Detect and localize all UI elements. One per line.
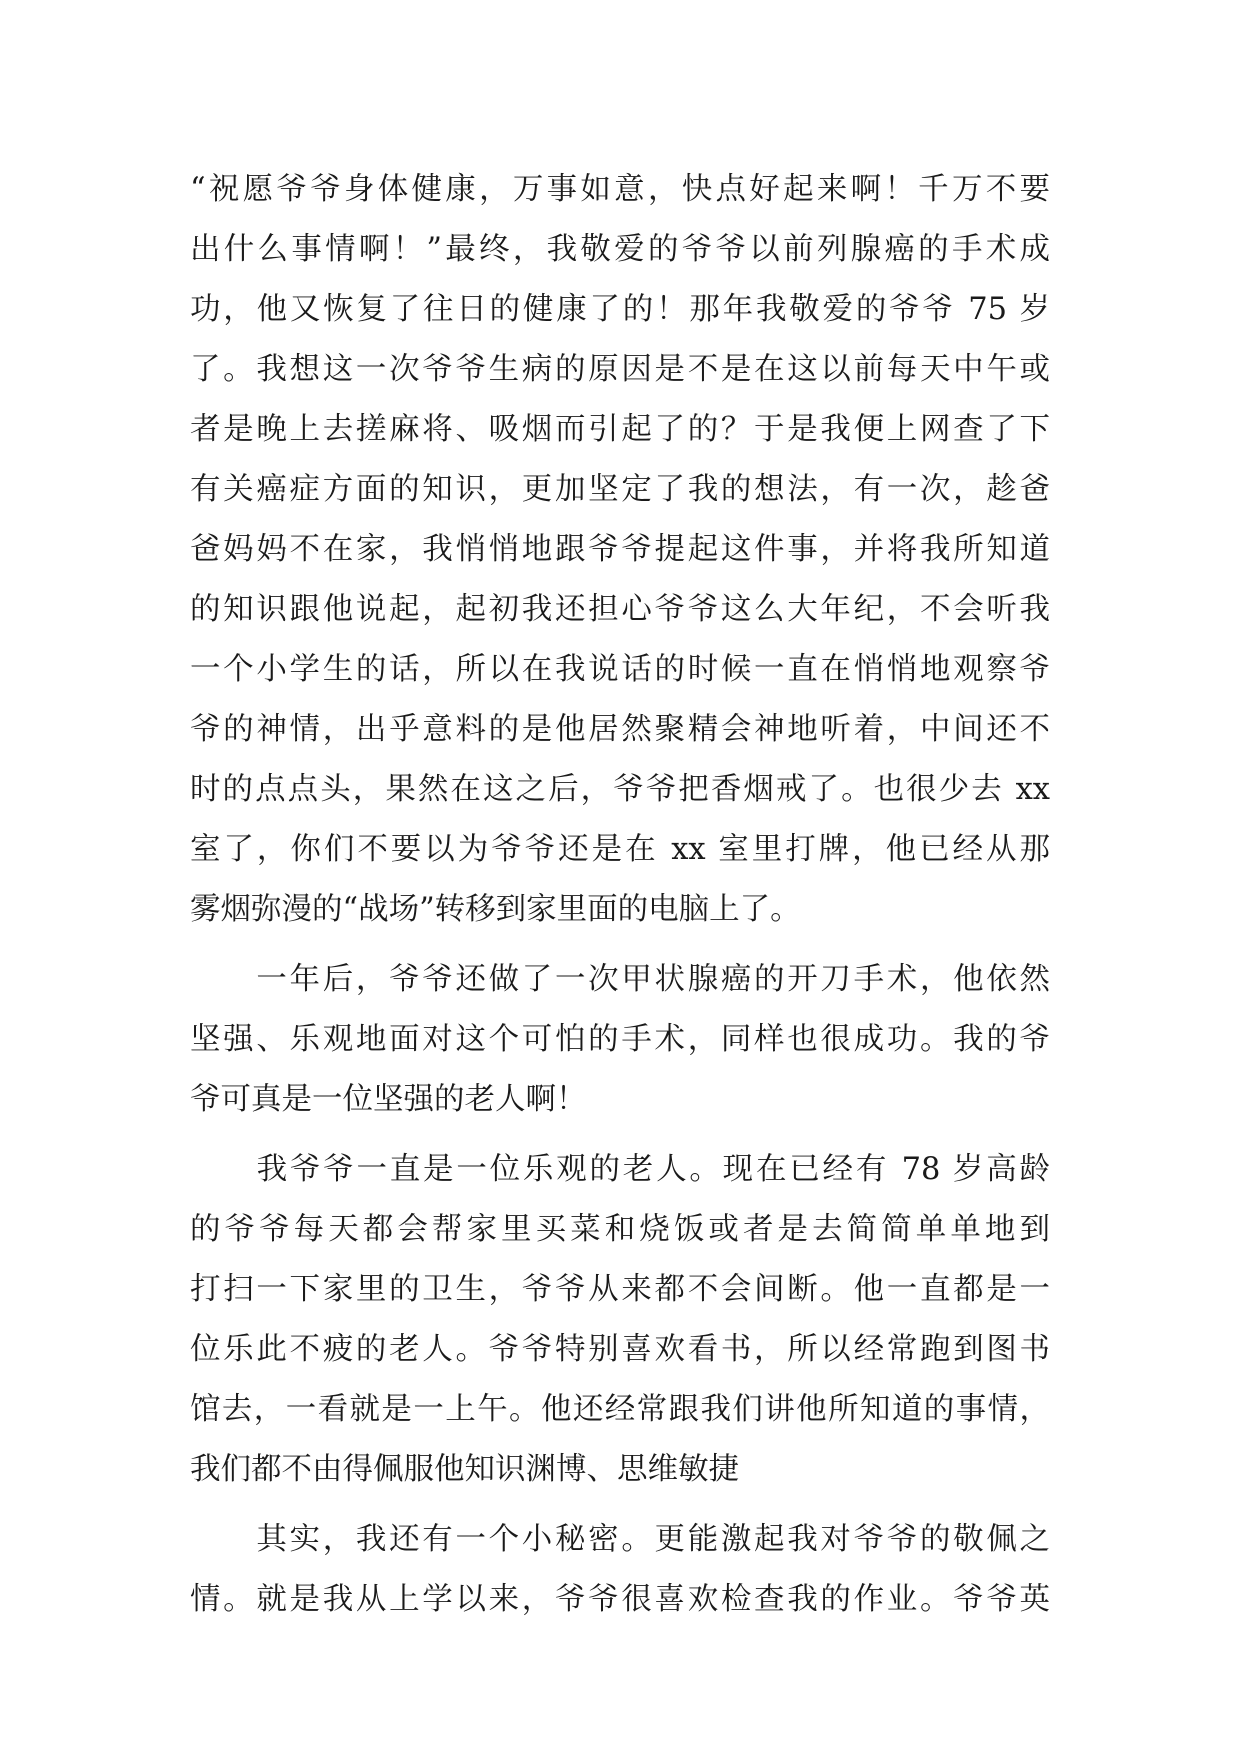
text-line: 的爷爷每天都会帮家里买菜和烧饭或者是去简简单单地到 — [190, 1212, 1050, 1247]
paragraph-4 — [190, 1510, 1050, 1630]
paragraph-spacer — [190, 940, 1050, 950]
text-line: 其实，我还有一个小秘密。更能激起我对爷爷的敬佩之 — [190, 1522, 1050, 1557]
paragraph-3 — [190, 1140, 1050, 1500]
text-line: 时的点点头，果然在这之后，爷爷把香烟戒了。也很少去 xx — [190, 772, 1050, 807]
text-line: 情。就是我从上学以来，爷爷很喜欢检查我的作业。爷爷英 — [190, 1582, 1050, 1617]
text-line: 我爷爷一直是一位乐观的老人。现在已经有 78 岁高龄 — [190, 1152, 1050, 1187]
body-text — [190, 160, 1050, 1630]
text-line: 一年后，爷爷还做了一次甲状腺癌的开刀手术，他依然 — [190, 962, 1050, 997]
text-line: 爸妈妈不在家，我悄悄地跟爷爷提起这件事，并将我所知道 — [190, 532, 1050, 567]
text-line: 爷可真是一位坚强的老人啊！ — [190, 1082, 587, 1117]
text-line: 室了，你们不要以为爷爷还是在 xx 室里打牌，他已经从那 — [190, 832, 1050, 867]
text-line: 有关癌症方面的知识，更加坚定了我的想法，有一次，趁爸 — [190, 472, 1050, 507]
text-line: 者是晚上去搓麻将、吸烟而引起了的？于是我便上网查了下 — [190, 412, 1050, 447]
text-line: 一个小学生的话，所以在我说话的时候一直在悄悄地观察爷 — [190, 652, 1050, 687]
paragraph-1 — [190, 160, 1050, 940]
text-line: 雾烟弥漫的“战场”转移到家里面的电脑上了。 — [190, 892, 801, 927]
text-line: 我们都不由得佩服他知识渊博、思维敏捷 — [190, 1452, 739, 1487]
text-line: 爷的神情，出乎意料的是他居然聚精会神地听着，中间还不 — [190, 712, 1050, 747]
text-line: 了。我想这一次爷爷生病的原因是不是在这以前每天中午或 — [190, 352, 1050, 387]
text-line: 出什么事情啊！”最终，我敬爱的爷爷以前列腺癌的手术成 — [190, 232, 1050, 267]
text-line: 打扫一下家里的卫生，爷爷从来都不会间断。他一直都是一 — [190, 1272, 1050, 1307]
text-line: 的知识跟他说起，起初我还担心爷爷这么大年纪，不会听我 — [190, 592, 1050, 627]
paragraph-spacer — [190, 1500, 1050, 1510]
text-line: 位乐此不疲的老人。爷爷特别喜欢看书，所以经常跑到图书 — [190, 1332, 1050, 1367]
paragraph-spacer — [190, 1130, 1050, 1140]
text-line: 坚强、乐观地面对这个可怕的手术，同样也很成功。我的爷 — [190, 1022, 1050, 1057]
text-line: 馆去，一看就是一上午。他还经常跟我们讲他所知道的事情， — [190, 1392, 1050, 1427]
text-line: “祝愿爷爷身体健康，万事如意，快点好起来啊！千万不要 — [190, 172, 1050, 207]
paragraph-2 — [190, 950, 1050, 1130]
text-line: 功，他又恢复了往日的健康了的！那年我敬爱的爷爷 75 岁 — [190, 292, 1050, 327]
